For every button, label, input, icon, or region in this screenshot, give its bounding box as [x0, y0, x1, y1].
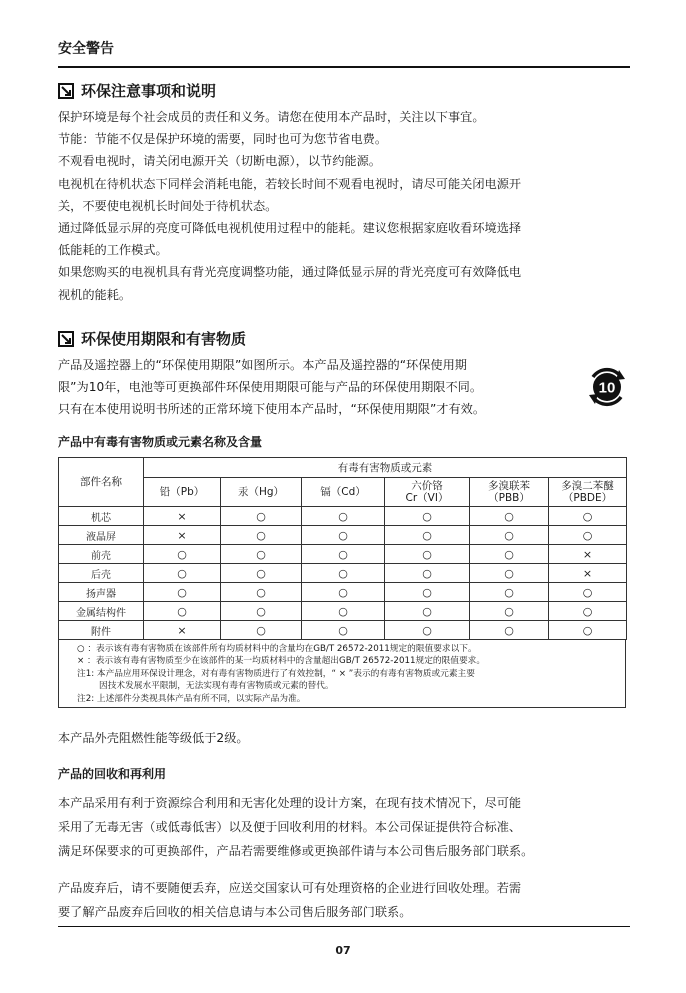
note-line: 因技术发展水平限制，无法实现有毒有害物质或元素的替代。: [99, 681, 334, 692]
table-notes: [58, 640, 626, 708]
text-line: 低能耗的工作模式。: [58, 243, 168, 258]
text-line: 如果您购买的电视机具有背光亮度调整功能，通过降低显示屏的背光亮度可有效降低电: [58, 265, 522, 280]
section-heading-lifespan: [58, 328, 246, 349]
recycle-paragraph-1: [58, 791, 634, 863]
column-header: 镉（Cd）: [302, 478, 385, 507]
text-line: 保护环境是每个社会成员的责任和义务。请您在使用本产品时，关注以下事宜。: [58, 110, 485, 124]
text-line: 要了解产品废弃后回收的相关信息请与本公司售后服务部门联系。: [58, 905, 412, 919]
column-header: 多溴联苯 （PBB）: [470, 478, 549, 507]
part-header: 部件名称: [59, 458, 144, 507]
table-row: 液晶屏 × ○ ○ ○ ○ ○: [59, 526, 627, 545]
table-row: 机芯 × ○ ○ ○ ○ ○: [59, 507, 627, 526]
eco-period-10-icon: [585, 365, 629, 409]
text-line: 满足环保要求的可更换部件，产品若需要维修或更换部件请与本公司售后服务部门联系。: [58, 844, 534, 858]
recycle-heading: 产品的回收和再利用: [58, 767, 167, 781]
table-row: 附件 × ○ ○ ○ ○ ○: [59, 621, 627, 640]
note-line: 注2: 上述部件分类视具体产品有所不同，以实际产品为准。: [77, 693, 306, 704]
environment-paragraph: [58, 106, 634, 306]
text-line: 视机的能耗。: [58, 287, 132, 302]
text-line: 通过降低显示屏的亮度可降低电视机使用过程中的能耗。建议您根据家庭收看环境选择: [58, 221, 522, 236]
text-line: 不观看电视时，请关闭电源开关（切断电源），以节约能源。: [58, 154, 381, 169]
checkbox-arrow-icon: [58, 331, 74, 347]
text-line: 节能：节能不仅是保护环境的需要，同时也可为您节省电费。: [58, 132, 388, 147]
note-line: × ：表示该有毒有害物质至少在该部件的某一均质材料中的含量超出GB/T 26572-2011规定的限值要求。: [77, 656, 486, 667]
group-header: 有毒有害物质或元素: [144, 458, 627, 478]
hazardous-substance-table: [58, 457, 626, 708]
section-title: 环保使用期限和有害物质: [81, 330, 247, 348]
text-line: 采用了无毒无害（或低毒低害）以及便于回收利用的材料。本公司保证提供符合标准、: [58, 820, 522, 834]
column-header: 铅（Pb）: [144, 478, 221, 507]
table-row: 后壳 ○ ○ ○ ○ ○ ×: [59, 564, 627, 583]
checkbox-arrow-icon: [58, 83, 74, 99]
section-heading-environment: [58, 80, 216, 101]
lifespan-paragraph: [58, 354, 588, 421]
table-title: 产品中有毒有害物质或元素名称及含量: [58, 435, 263, 449]
text-line: 只有在本使用说明书所述的正常环境下使用本产品时，“环保使用期限”才有效。: [58, 402, 486, 417]
note-line: 注1: 本产品应用环保设计理念，对有毒有害物质进行了有效控制，“ × ”表示的有毒有害物质或元素主要: [77, 668, 475, 679]
column-header: 多溴二苯醚 （PBDE）: [549, 478, 627, 507]
column-header: 六价铬 Cr（VI）: [385, 478, 470, 507]
text-line: 产品废弃后，请不要随便丢弃，应送交国家认可有处理资格的企业进行回收处理。若需: [58, 881, 522, 895]
text-line: 限”为10年，电池等可更换部件环保使用期限可能与产品的环保使用期限不同。: [58, 380, 483, 395]
table-row: 金属结构件 ○ ○ ○ ○ ○ ○: [59, 602, 627, 621]
text-line: 关，不要使电视机长时间处于待机状态。: [58, 198, 278, 213]
header-divider: [58, 66, 630, 68]
flame-note: 本产品外壳阻燃性能等级低于2级。: [58, 731, 249, 745]
text-line: 产品及遥控器上的“环保使用期限”如图所示。本产品及遥控器的“环保使用期: [58, 358, 467, 372]
table-row: 扬声器 ○ ○ ○ ○ ○ ○: [59, 583, 627, 602]
column-header: 汞（Hg）: [221, 478, 302, 507]
text-line: 本产品采用有利于资源综合利用和无害化处理的设计方案，在现有技术情况下，尽可能: [58, 796, 522, 810]
badge-number: 10: [598, 379, 616, 397]
recycle-paragraph-2: [58, 876, 634, 924]
table-row: 前壳 ○ ○ ○ ○ ○ ×: [59, 545, 627, 564]
page-number: 07: [335, 944, 351, 957]
note-line: ○ ：表示该有毒有害物质在该部件所有均质材料中的含量均在GB/T 26572-2011规定的限值要求以下。: [77, 644, 477, 654]
footer-divider: [58, 926, 630, 927]
page-header-title: 安全警告: [58, 41, 114, 57]
text-line: 电视机在待机状态下同样会消耗电能，若较长时间不观看电视时，请尽可能关闭电源开: [58, 176, 522, 191]
section-title: 环保注意事项和说明: [81, 82, 217, 100]
